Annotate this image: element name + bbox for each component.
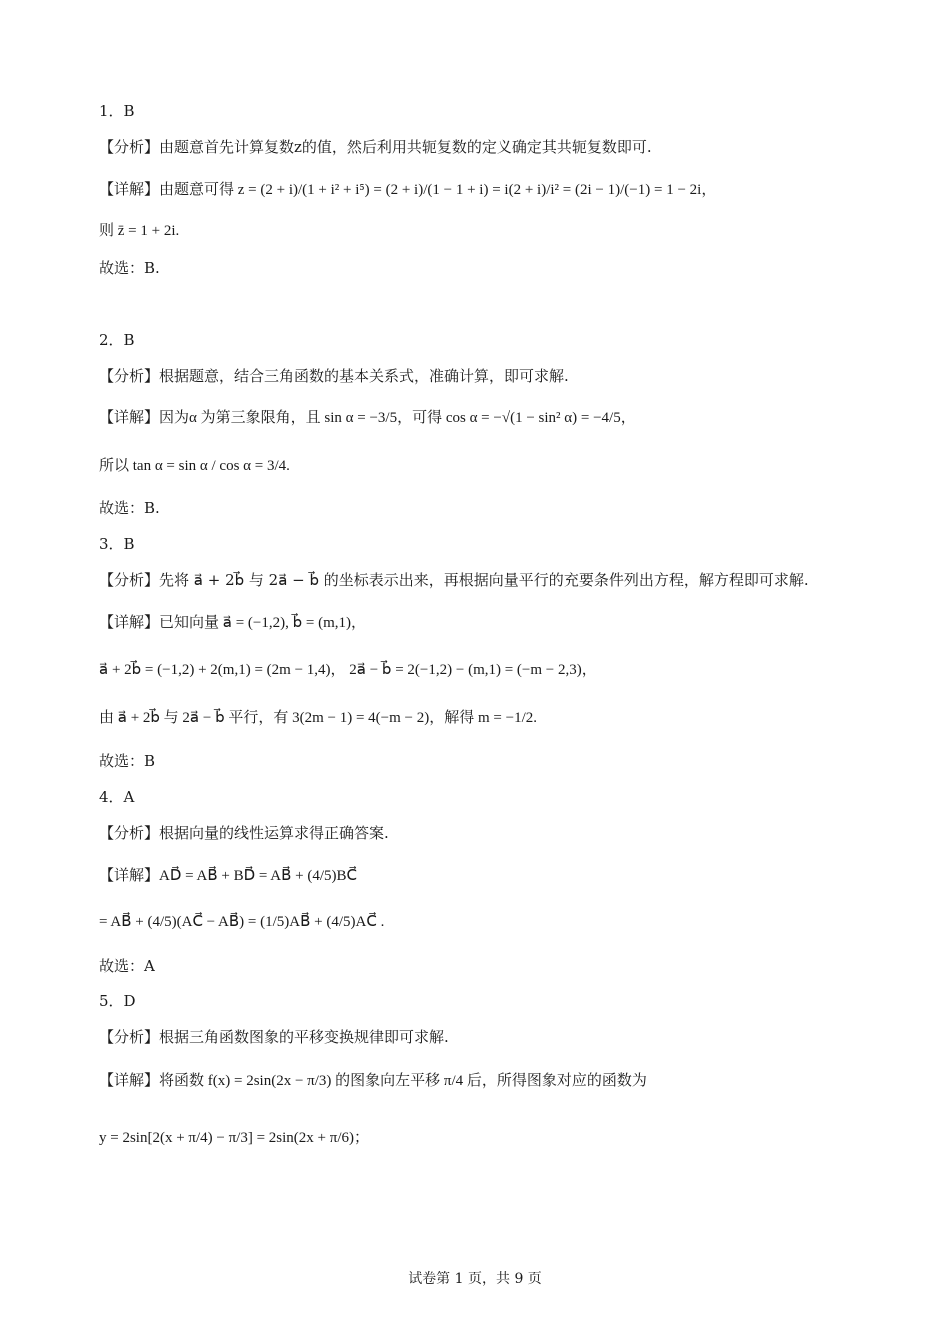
detail-label: 【详解】 xyxy=(99,613,160,631)
item-number: 2．B xyxy=(99,331,135,349)
analysis-text: 由题意首先计算复数z的值，然后利用共轭复数的定义确定其共轭复数即可. xyxy=(159,138,652,156)
item-number: 1．B xyxy=(99,102,135,120)
detail-label: 【详解】 xyxy=(99,866,160,884)
detail-line xyxy=(99,407,636,428)
detail-text: 已知向量 a⃗ = (−1,2), b⃗ = (m,1)， xyxy=(159,615,367,631)
analysis-label: 【分析】 xyxy=(99,138,160,156)
analysis-label: 【分析】 xyxy=(99,824,160,842)
analysis-label: 【分析】 xyxy=(99,571,160,589)
analysis-text: 先将 a⃗ + 2b⃗ 与 2a⃗ − b⃗ 的坐标表示出来，再根据向量平行的充要条件列出方程，解方程即可求解. xyxy=(159,571,809,589)
detail-line xyxy=(99,865,357,886)
detail-text: 所以 tan α = sin α / cos α = 3/4. xyxy=(99,458,290,474)
detail-text: 由题意可得 z = (2 + i)/(1 + i² + i⁵) = (2 + i)/(1 − 1 + i) = i(2 + i)/i² = (2i − 1)/(−1) = 1 − 2i， xyxy=(159,182,717,198)
detail-text: 则 z̄ = 1 + 2i. xyxy=(99,223,180,239)
analysis-line xyxy=(99,1027,449,1047)
detail-text: = AB⃗ + (4/5)(AC⃗ − AB⃗) = (1/5)AB⃗ + (4/5)AC⃗ . xyxy=(99,914,385,930)
analysis-text: 根据题意，结合三角函数的基本关系式，准确计算，即可求解. xyxy=(159,367,569,385)
detail-label: 【详解】 xyxy=(99,180,160,198)
analysis-label: 【分析】 xyxy=(99,367,160,385)
analysis-label: 【分析】 xyxy=(99,1028,160,1046)
detail-text: 由 a⃗ + 2b⃗ 与 2a⃗ − b⃗ 平行，有 3(2m − 1) = 4(−m − 2)，解得 m = −1/2. xyxy=(99,710,538,726)
analysis-line xyxy=(99,570,809,590)
answer-line: 故选：A xyxy=(99,957,155,975)
detail-text: a⃗ + 2b⃗ = (−1,2) + 2(m,1) = (2m − 1,4)， 2a⃗ − b⃗ = 2(−1,2) − (m,1) = (−m − 2,3)， xyxy=(99,662,597,678)
analysis-line xyxy=(99,366,569,386)
analysis-text: 根据向量的线性运算求得正确答案. xyxy=(159,824,389,842)
page-footer: 试卷第 1 页，共 9 页 xyxy=(408,1271,542,1287)
detail-label: 【详解】 xyxy=(99,1071,160,1089)
detail-line xyxy=(99,1070,647,1091)
analysis-line xyxy=(99,137,652,157)
item-number: 4．A xyxy=(99,788,135,806)
answer-line: 故选：B xyxy=(99,752,156,770)
answer-line: 故选：B. xyxy=(99,259,160,277)
item-number: 5．D xyxy=(99,992,136,1010)
detail-line xyxy=(99,179,716,200)
analysis-text: 根据三角函数图象的平移变换规律即可求解. xyxy=(159,1028,449,1046)
detail-text: 将函数 f(x) = 2sin(2x − π/3) 的图象向左平移 π/4 后，所得图象对应的函数为 xyxy=(159,1073,647,1089)
detail-text: 因为α 为第三象限角，且 sin α = −3/5，可得 cos α = −√(1 − sin² α) = −4/5， xyxy=(159,410,636,426)
detail-text: AD⃗ = AB⃗ + BD⃗ = AB⃗ + (4/5)BC⃗ xyxy=(159,868,358,884)
detail-text: y = 2sin[2(x + π/4) − π/3] = 2sin(2x + π/6)； xyxy=(99,1130,370,1146)
detail-line xyxy=(99,612,366,633)
item-number: 3．B xyxy=(99,535,135,553)
answer-line: 故选：B. xyxy=(99,499,160,517)
detail-label: 【详解】 xyxy=(99,408,160,426)
analysis-line xyxy=(99,823,389,843)
